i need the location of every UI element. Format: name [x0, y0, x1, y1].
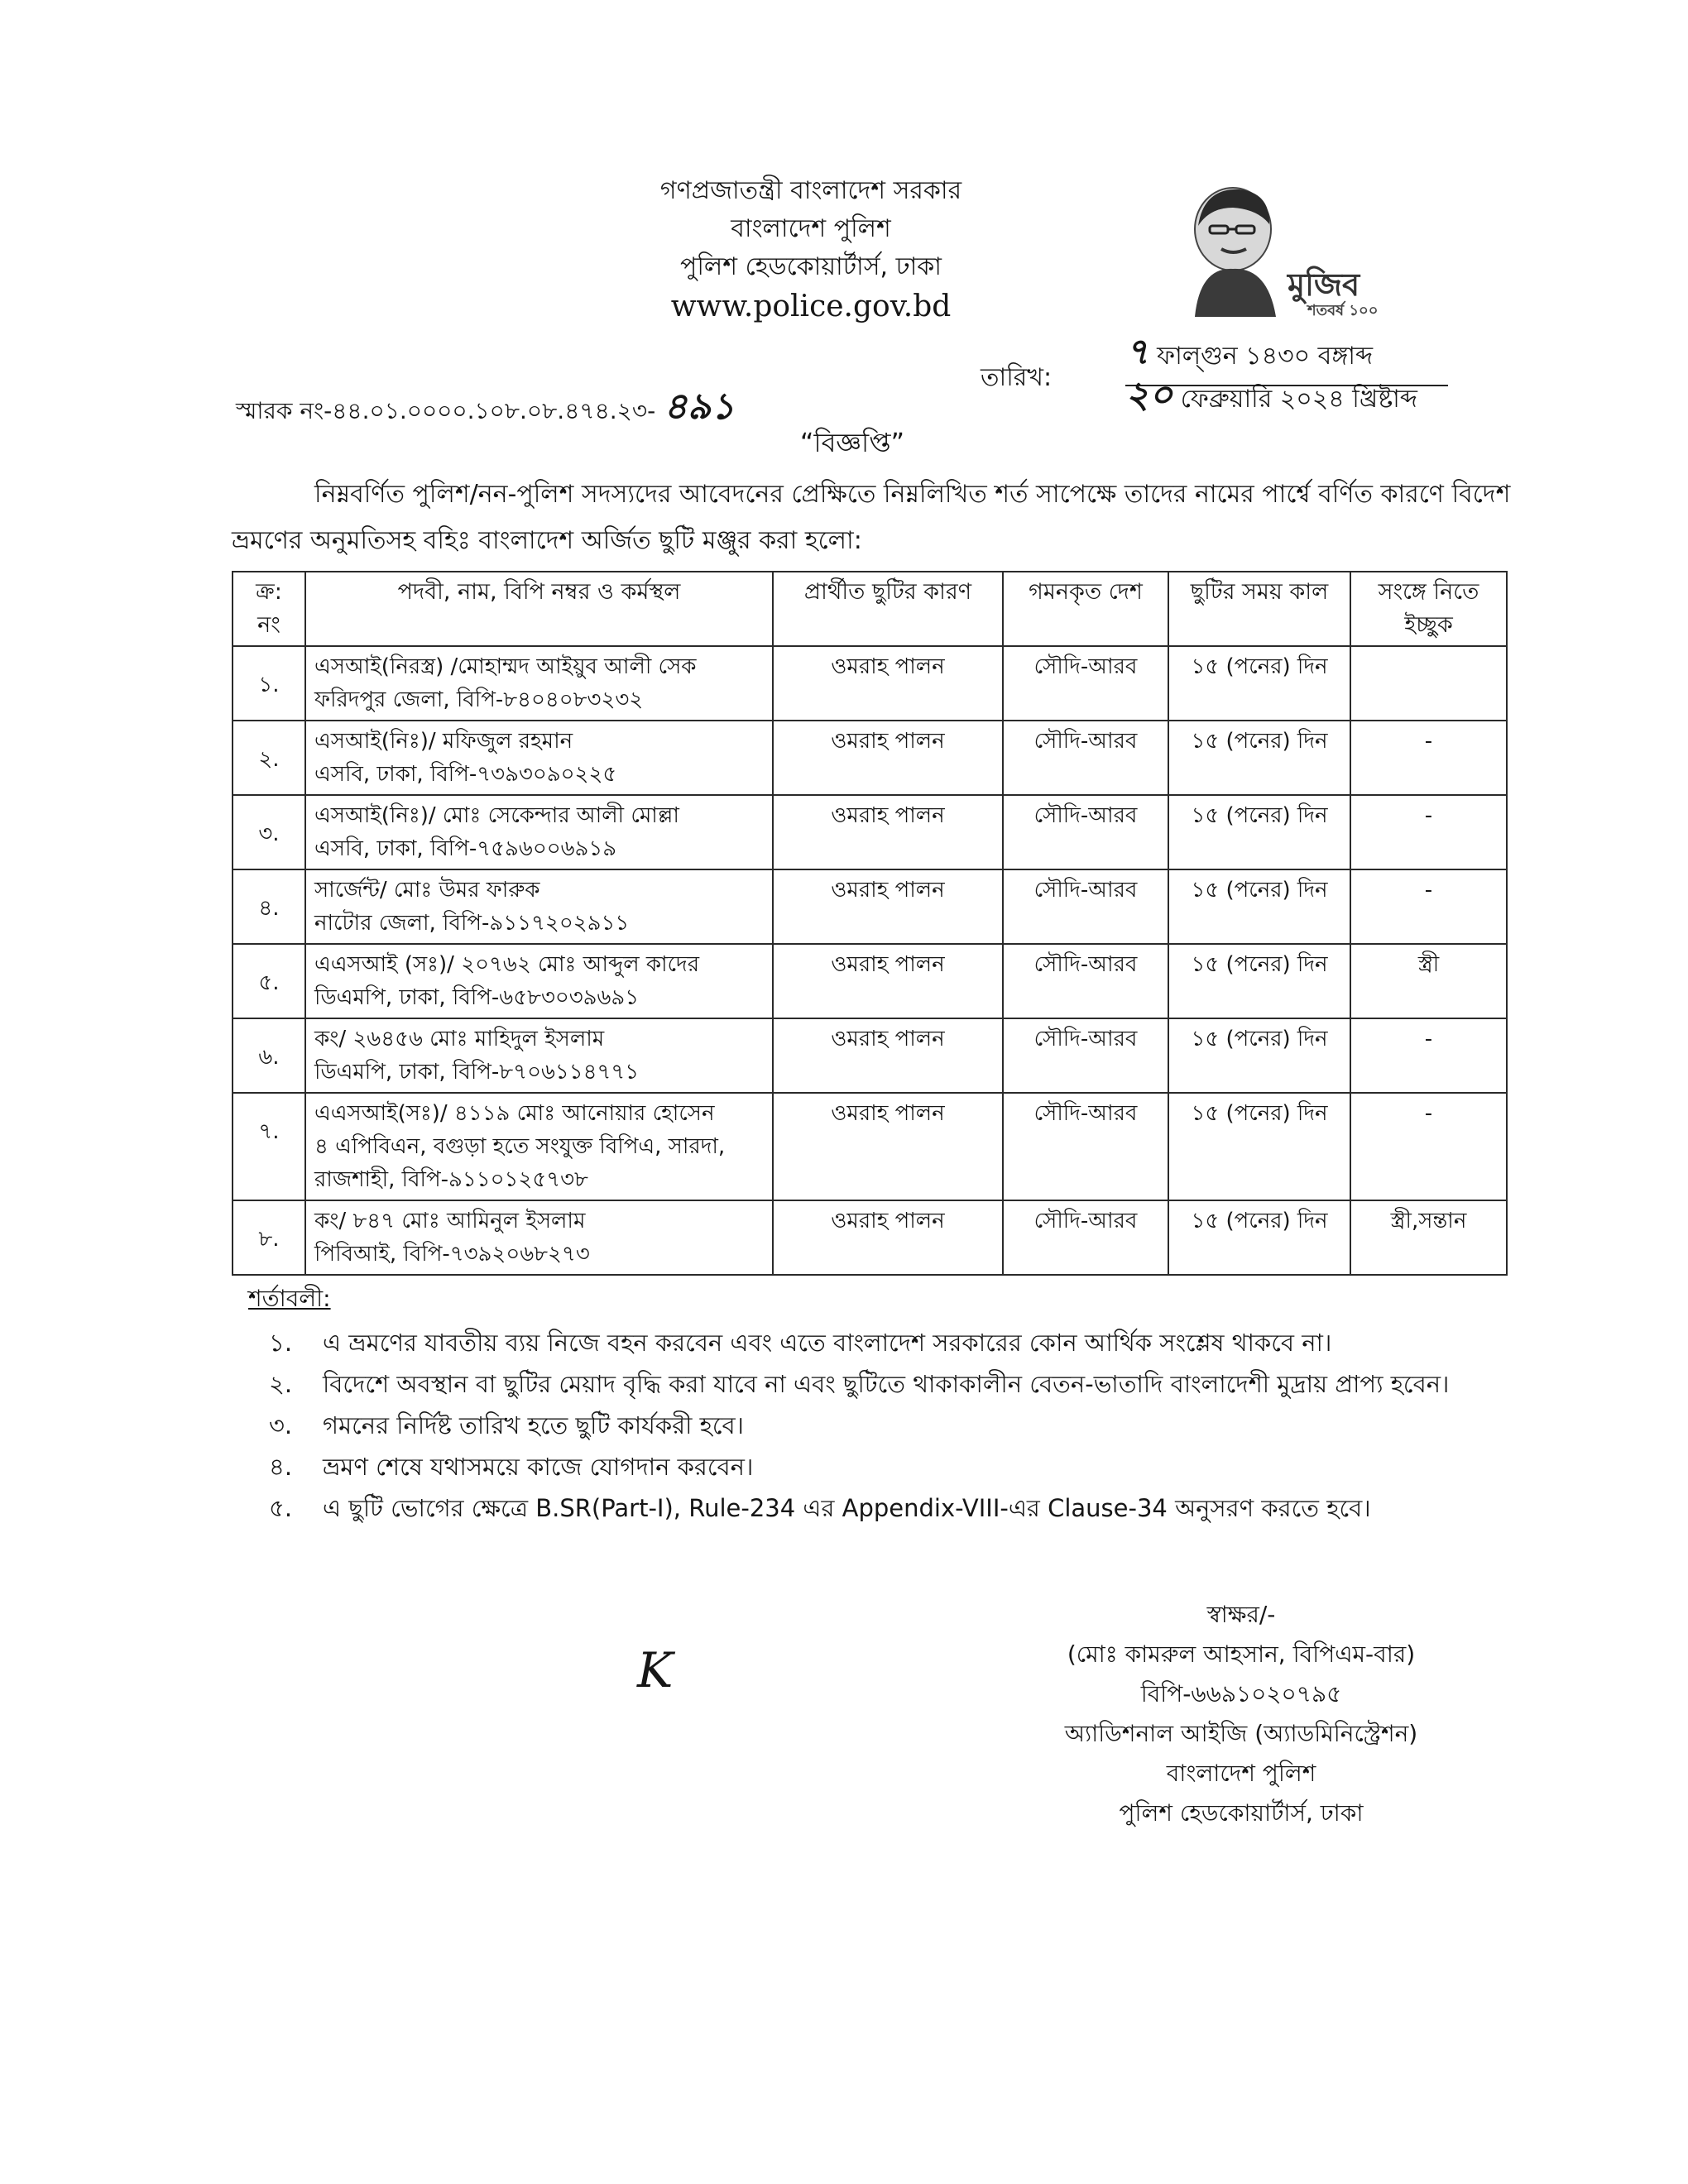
cell-name — [305, 795, 773, 869]
cell-country: সৌদি-আরব — [1003, 869, 1168, 944]
initial-mark: K — [637, 1642, 674, 1698]
english-date-text: ফেব্রুয়ারি ২০২৪ খ্রিষ্টাব্দ — [1180, 385, 1417, 414]
cell-name — [305, 1018, 773, 1093]
name-line-1: কং/ ২৬৪৫৬ মোঃ মাহিদুল ইসলাম — [314, 1027, 605, 1051]
letterhead — [579, 172, 1043, 326]
cell-name — [305, 944, 773, 1018]
cell-country: সৌদি-আরব — [1003, 944, 1168, 1018]
table-row — [233, 721, 1507, 795]
cell-duration: ১৫ (পনের) দিন — [1168, 869, 1350, 944]
condition-item — [269, 1487, 1510, 1529]
intro-line-1: নিম্নবর্ণিত পুলিশ/নন-পুলিশ সদস্যদের আবেদনের প্রেক্ষিতে নিম্নলিখিত শর্ত সাপেক্ষে তাদের নামের পার্শ্বে বর্ণিত কারণে বিদেশ — [314, 480, 1511, 509]
cell-companion: - — [1350, 1018, 1507, 1093]
cell-country: সৌদি-আরব — [1003, 721, 1168, 795]
cell-country: সৌদি-আরব — [1003, 795, 1168, 869]
intro-line-2: ভ্রমণের অনুমতিসহ বহিঃ বাংলাদেশ অর্জিত ছুটি মঞ্জুর করা হলো: — [232, 526, 862, 555]
cell-reason: ওমরাহ পালন — [773, 1093, 1003, 1200]
name-line-2: ডিএমপি, ঢাকা, বিপি-৮৭০৬১১৪৭৭১ — [314, 1060, 640, 1085]
mujib-centenary-logo — [1167, 178, 1407, 318]
table-row — [233, 646, 1507, 721]
memo-label: স্মারক নং-৪৪.০১.০০০০.১০৮.০৮.৪৭৪.২৩- — [236, 397, 656, 424]
cell-companion: স্ত্রী — [1350, 944, 1507, 1018]
name-line-1: সার্জেন্ট/ মোঃ উমর ফারুক — [314, 878, 540, 903]
name-line-3: রাজশাহী, বিপি-৯১১০১২৫৭৩৮ — [314, 1167, 588, 1192]
name-line-2: ফরিদপুর জেলা, বিপি-৮৪০৪০৮৩২৩২ — [314, 687, 644, 712]
table-row — [233, 1018, 1507, 1093]
cell-country: সৌদি-আরব — [1003, 1093, 1168, 1200]
signatory-name: (মোঃ কামরুল আহসান, বিপিএম-বার) — [1067, 1640, 1416, 1668]
condition-text: গমনের নির্দিষ্ট তারিখ হতে ছুটি কার্যকরী হবে। — [323, 1411, 744, 1439]
table-row — [233, 1093, 1507, 1200]
website-link[interactable]: www.police.gov.bd — [670, 290, 952, 323]
header-country: গমনকৃত দেশ — [1003, 572, 1168, 646]
memo-number-handwritten: ৪৯১ — [664, 386, 735, 428]
header-serial: ক্র: নং — [233, 572, 305, 646]
cell-country: সৌদি-আরব — [1003, 1200, 1168, 1275]
notice-title: “বিজ্ঞপ্তি” — [799, 427, 905, 458]
office-name: পুলিশ হেডকোয়ার্টার্স, ঢাকা — [679, 252, 942, 281]
date-english — [1076, 367, 1473, 428]
signature-block — [1009, 1595, 1473, 1833]
header-companion: সংঙ্গে নিতে ইচ্ছুক — [1350, 572, 1507, 646]
cell-companion: - — [1350, 795, 1507, 869]
conditions-list — [269, 1322, 1510, 1529]
name-line-2: ৪ এপিবিএন, বগুড়া হতে সংযুক্ত বিপিএ, সারদা, — [314, 1134, 726, 1159]
condition-number: ২. — [269, 1370, 293, 1398]
cell-serial: ৩. — [233, 795, 305, 869]
signatory-bp: বিপি-৬৬৯১০২০৭৯৫ — [1140, 1680, 1342, 1707]
name-line-1: এসআই(নিঃ)/ মোঃ সেকেন্দার আলী মোল্লা — [314, 803, 679, 828]
conditions-heading: শর্তাবলী: — [248, 1285, 331, 1312]
bangla-day-handwritten: ৭ — [1125, 331, 1149, 373]
signatory-org: বাংলাদেশ পুলিশ — [1166, 1760, 1316, 1787]
cell-duration: ১৫ (পনের) দিন — [1168, 721, 1350, 795]
condition-number: ৪. — [269, 1453, 293, 1481]
name-line-2: এসবি, ঢাকা, বিপি-৭৩৯৩০৯০২২৫ — [314, 762, 617, 787]
condition-number: ৩. — [269, 1411, 293, 1439]
condition-text: ভ্রমণ শেষে যথাসময়ে কাজে যোগদান করবেন। — [323, 1453, 754, 1481]
cell-serial: ৮. — [233, 1200, 305, 1275]
cell-name — [305, 1093, 773, 1200]
cell-companion: স্ত্রী,সন্তান — [1350, 1200, 1507, 1275]
cell-companion: - — [1350, 1093, 1507, 1200]
name-line-2: পিবিআই, বিপি-৭৩৯২০৬৮২৭৩ — [314, 1242, 590, 1267]
name-line-1: এএসআই(সঃ)/ ৪১১৯ মোঃ আনোয়ার হোসেন — [314, 1101, 715, 1126]
name-line-2: ডিএমপি, ঢাকা, বিপি-৬৫৮৩০৩৯৬৯১ — [314, 985, 640, 1010]
cell-duration: ১৫ (পনের) দিন — [1168, 944, 1350, 1018]
name-line-1: কং/ ৮৪৭ মোঃ আমিনুল ইসলাম — [314, 1209, 586, 1233]
condition-number: ১. — [269, 1329, 293, 1357]
cell-serial: ৬. — [233, 1018, 305, 1093]
cell-duration: ১৫ (পনের) দিন — [1168, 795, 1350, 869]
cell-serial: ২. — [233, 721, 305, 795]
logo-subtitle: শতবর্ষ ১০০ — [1307, 302, 1379, 318]
cell-name — [305, 869, 773, 944]
cell-companion: - — [1350, 721, 1507, 795]
cell-companion: - — [1350, 869, 1507, 944]
memo-number — [236, 379, 735, 439]
cell-serial: ৪. — [233, 869, 305, 944]
cell-reason: ওমরাহ পালন — [773, 721, 1003, 795]
signatory-designation: অ্যাডিশনাল আইজি (অ্যাডমিনিস্ট্রেশন) — [1064, 1720, 1418, 1747]
table-row — [233, 795, 1507, 869]
cell-country: সৌদি-আরব — [1003, 646, 1168, 721]
org-name: বাংলাদেশ পুলিশ — [731, 214, 891, 243]
cell-name — [305, 721, 773, 795]
bangla-date-text: ফাল্গুন ১৪৩০ বঙ্গাব্দ — [1157, 342, 1374, 371]
cell-duration: ১৫ (পনের) দিন — [1168, 1200, 1350, 1275]
logo-text: মুজিব — [1288, 266, 1360, 303]
signatory-office: পুলিশ হেডকোয়ার্টার্স, ঢাকা — [1119, 1799, 1364, 1827]
govt-name: গণপ্রজাতন্ত্রী বাংলাদেশ সরকার — [659, 176, 962, 205]
cell-reason: ওমরাহ পালন — [773, 646, 1003, 721]
header-name: পদবী, নাম, বিপি নম্বর ও কর্মস্থল — [305, 572, 773, 646]
table-row — [233, 944, 1507, 1018]
name-line-2: এসবি, ঢাকা, বিপি-৭৫৯৬০০৬৯১৯ — [314, 836, 617, 861]
cell-reason: ওমরাহ পালন — [773, 944, 1003, 1018]
cell-duration: ১৫ (পনের) দিন — [1168, 1093, 1350, 1200]
leave-table — [232, 571, 1508, 1276]
name-line-1: এসআই(নিঃ)/ মফিজুল রহমান — [314, 729, 573, 754]
table-row — [233, 869, 1507, 944]
condition-item — [269, 1405, 1510, 1446]
signed-label: স্বাক্ষর/- — [1206, 1601, 1276, 1628]
cell-serial: ১. — [233, 646, 305, 721]
table-header-row — [233, 572, 1507, 646]
cell-name — [305, 1200, 773, 1275]
condition-item — [269, 1363, 1510, 1405]
condition-item — [269, 1446, 1510, 1487]
condition-text: এ ছুটি ভোগের ক্ষেত্রে B.SR(Part-I), Rule-234 এর Appendix-VIII-এর Clause-34 অনুসরণ করতে হবে। — [323, 1494, 1371, 1522]
table-row — [233, 1200, 1507, 1275]
condition-number: ৫. — [269, 1494, 293, 1522]
condition-item — [269, 1322, 1510, 1363]
cell-name — [305, 646, 773, 721]
cell-companion — [1350, 646, 1507, 721]
intro-paragraph — [232, 472, 1514, 564]
cell-reason: ওমরাহ পালন — [773, 869, 1003, 944]
condition-text: এ ভ্রমণের যাবতীয় ব্যয় নিজে বহন করবেন এবং এতে বাংলাদেশ সরকারের কোন আর্থিক সংশ্লেষ থাকবে না। — [323, 1329, 1332, 1357]
english-day-handwritten: ২০ — [1125, 374, 1173, 416]
cell-duration: ১৫ (পনের) দিন — [1168, 1018, 1350, 1093]
cell-reason: ওমরাহ পালন — [773, 795, 1003, 869]
name-line-1: এএসআই (সঃ)/ ২০৭৬২ মোঃ আব্দুল কাদের — [314, 952, 700, 977]
cell-serial: ৫. — [233, 944, 305, 1018]
date-label: তারিখ: — [981, 363, 1053, 392]
cell-duration: ১৫ (পনের) দিন — [1168, 646, 1350, 721]
table-body — [233, 646, 1507, 1275]
cell-country: সৌদি-আরব — [1003, 1018, 1168, 1093]
name-line-2: নাটোর জেলা, বিপি-৯১১৭২০২৯১১ — [314, 911, 630, 936]
cell-reason: ওমরাহ পালন — [773, 1018, 1003, 1093]
header-reason: প্রার্থীত ছুটির কারণ — [773, 572, 1003, 646]
header-duration: ছুটির সময় কাল — [1168, 572, 1350, 646]
cell-serial: ৭. — [233, 1093, 305, 1200]
cell-reason: ওমরাহ পালন — [773, 1200, 1003, 1275]
name-line-1: এসআই(নিরস্ত্র) /মোহাম্মদ আইয়ুব আলী সেক — [314, 654, 697, 679]
condition-text: বিদেশে অবস্থান বা ছুটির মেয়াদ বৃদ্ধি করা যাবে না এবং ছুটিতে থাকাকালীন বেতন-ভাতাদি বাংলাদেশী মুদ্রায় প্রাপ্য হবেন। — [323, 1370, 1450, 1398]
